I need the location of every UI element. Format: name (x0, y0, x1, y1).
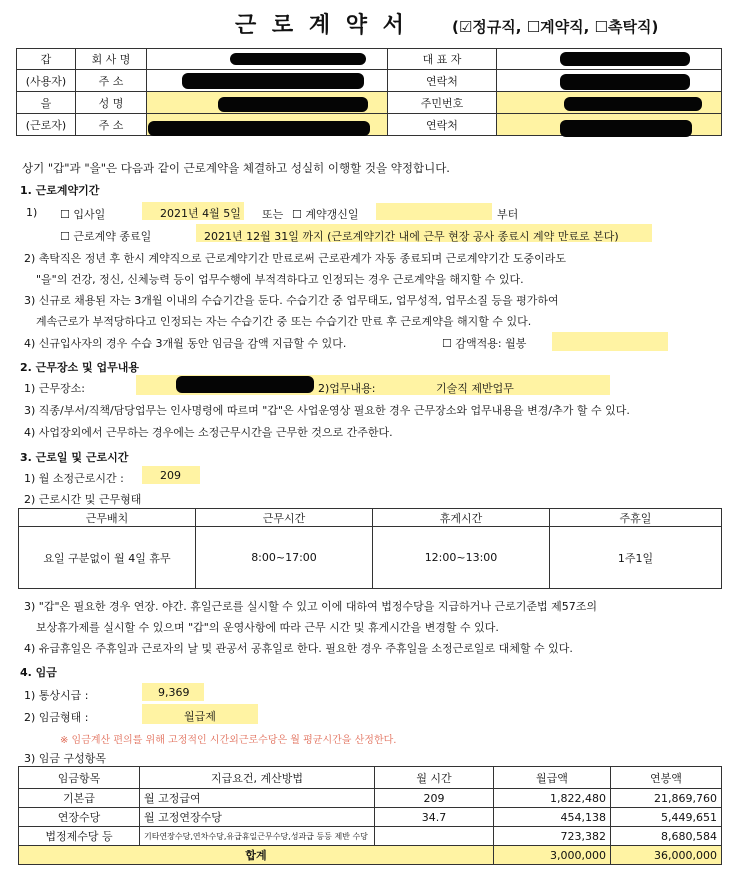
total-annual: 36,000,000 (611, 846, 722, 865)
redaction-company (230, 53, 366, 65)
wage-cell: 기타연장수당,연차수당,유급휴일근무수당,성과급 등등 제반 수당 (140, 827, 375, 846)
wage-cell: 454,138 (494, 808, 611, 827)
wage-cell: 5,449,651 (611, 808, 722, 827)
col-work-hours: 근무시간 (196, 509, 373, 527)
employment-type-options: (☑정규직, ☐계약직, ☐촉탁직) (452, 18, 659, 36)
wage-col-item: 임금항목 (19, 767, 140, 789)
work-schedule-table (18, 508, 722, 589)
cell-work-hours: 8:00~17:00 (196, 527, 373, 589)
col-weekly-holiday: 주휴일 (550, 509, 722, 527)
wage-cell: 21,869,760 (611, 789, 722, 808)
reduction-value (552, 332, 668, 351)
col-placement: 근무배치 (19, 509, 196, 527)
s2-line4: 4) 사업장외에서 근무하는 경우에는 소정근무시간을 근무한 것으로 간주한다. (24, 426, 393, 439)
renew-date-checkbox: ☐ 계약갱신일 (292, 208, 359, 221)
wage-row-basic (19, 789, 722, 808)
wage-col-monthly: 월급액 (494, 767, 611, 789)
redaction-work-place (176, 376, 314, 393)
wage-cell: 209 (375, 789, 494, 808)
company-contact-label: 연락처 (388, 70, 497, 92)
redaction-company-contact (560, 74, 690, 90)
wage-form-value: 월급제 (184, 710, 216, 723)
hourly-wage-value: 9,369 (158, 686, 190, 699)
wage-col-hours: 월 시간 (375, 767, 494, 789)
wage-items-label: 3) 임금 구성항목 (24, 752, 107, 765)
wage-table (18, 766, 722, 865)
s1-num1: 1) (26, 206, 38, 219)
start-date-value: 2021년 4월 5일 (160, 207, 241, 220)
gap-label: 갑 (17, 49, 76, 70)
s1-line2b: "을"의 건강, 정신, 신체능력 등이 업무수행에 부적격하다고 인정되는 경우 근로계약을 해지할 수 있다. (36, 273, 524, 286)
cell-weekly-holiday: 1주1일 (550, 527, 722, 589)
worker-address-label: 주 소 (76, 114, 147, 136)
renew-date-value (376, 203, 492, 220)
cell-break-time: 12:00~13:00 (373, 527, 550, 589)
wage-note: ※ 임금계산 편의를 위해 고정적인 시간외근로수당은 월 평균시간을 산정한다. (60, 735, 397, 746)
redaction-rrn (564, 97, 702, 111)
eul-label: 을 (17, 92, 76, 114)
s3-line3a: 3) "갑"은 필요한 경우 연장. 야간. 휴일근로를 실시할 수 있고 이에 대하여 법정수당을 지급하거나 근로기준법 제57조의 (24, 600, 598, 613)
end-date-value: 2021년 12월 31일 까지 (근로계약기간 내에 근무 현장 공사 종료시 계약 만료로 본다) (204, 230, 619, 243)
or-text: 또는 (262, 208, 284, 221)
wage-row-allowance (19, 827, 722, 846)
s1-line4: 4) 신규입사자의 경우 수습 3개월 동안 임금을 감액 지급할 수 있다. (24, 337, 347, 350)
section1-heading: 1. 근로계약기간 (20, 184, 100, 197)
wage-cell (375, 827, 494, 846)
section3-heading: 3. 근로일 및 근로시간 (20, 451, 129, 464)
from-text: 부터 (497, 208, 519, 221)
s1-line3a: 3) 신규로 채용된 자는 3개월 이내의 수습기간을 둔다. 수습기간 중 업무태도, 업무성적, 업무소질 등을 평가하여 (24, 294, 559, 307)
redaction-ceo (560, 52, 690, 66)
wage-cell: 법정제수당 등 (19, 827, 140, 846)
monthly-hours-label: 1) 월 소정근로시간 : (24, 472, 124, 485)
total-label: 합계 (19, 846, 494, 865)
section2-heading: 2. 근무장소 및 업무내용 (20, 361, 139, 374)
redaction-worker-contact (560, 120, 692, 137)
section4-heading: 4. 임금 (20, 666, 57, 679)
monthly-hours-value: 209 (160, 469, 181, 482)
wage-cell: 기본급 (19, 789, 140, 808)
start-date-checkbox: ☐ 입사일 (60, 208, 106, 221)
company-label: 회 사 명 (76, 49, 147, 70)
redaction-company-address (182, 73, 364, 89)
address-label: 주 소 (76, 70, 147, 92)
duty-label: 2)업무내용: (318, 382, 376, 395)
wage-form-label: 2) 임금형태 : (24, 711, 89, 724)
total-monthly: 3,000,000 (494, 846, 611, 865)
wage-cell: 월 고정급여 (140, 789, 375, 808)
cell-placement: 요일 구분없이 월 4일 휴무 (19, 527, 196, 589)
s3-line4: 4) 유급휴일은 주휴일과 근로자의 날 및 관공서 공휴일로 한다. 필요한 경우 주휴일을 소정근로일로 대체할 수 있다. (24, 642, 573, 655)
wage-row-total (19, 846, 722, 865)
document-title: 근 로 계 약 서 (235, 13, 408, 38)
s3-line3b: 보상휴가제를 실시할 수 있으며 "갑"의 운영사항에 따라 근무 시간 및 휴게시간을 변경할 수 있다. (36, 621, 499, 634)
gap-sub-label: (사용자) (17, 70, 76, 92)
wage-col-annual: 연봉액 (611, 767, 722, 789)
wage-cell: 34.7 (375, 808, 494, 827)
s1-line3b: 계속근로가 부적당하다고 인정되는 자는 수습기간 중 또는 수습기간 만료 후 근로계약을 해지할 수 있다. (36, 315, 532, 328)
name-label: 성 명 (76, 92, 147, 114)
rrn-label: 주민번호 (388, 92, 497, 114)
intro-text: 상기 "갑"과 "을"은 다음과 같이 근로계약을 체결하고 성실히 이행할 것을 약정합니다. (22, 161, 450, 175)
wage-row-overtime (19, 808, 722, 827)
duty-value: 기술직 제반업무 (436, 382, 514, 395)
wage-cell: 1,822,480 (494, 789, 611, 808)
wage-cell: 8,680,584 (611, 827, 722, 846)
ceo-label: 대 표 자 (388, 49, 497, 70)
wage-cell: 723,382 (494, 827, 611, 846)
reduction-checkbox: ☐ 감액적용: 월봉 (442, 337, 527, 350)
hourly-wage-label: 1) 통상시급 : (24, 689, 89, 702)
s1-line2a: 2) 촉탁직은 정년 후 한시 계약직으로 근로계약기간 만료로써 근로관계가 자동 종료되며 근로계약기간 도중이라도 (24, 252, 567, 265)
wage-cell: 월 고정연장수당 (140, 808, 375, 827)
redaction-worker-name (218, 97, 368, 112)
end-date-checkbox: ☐ 근로계약 종료일 (60, 230, 152, 243)
wage-col-method: 지급요건, 계산방법 (140, 767, 375, 789)
col-break-time: 휴게시간 (373, 509, 550, 527)
s2-line3: 3) 직종/부서/직책/담당업무는 인사명령에 따르며 "갑"은 사업운영상 필요한 경우 근무장소와 업무내용을 변경/추가 할 수 있다. (24, 404, 630, 417)
work-form-label: 2) 근로시간 및 근무형태 (24, 493, 142, 506)
eul-sub-label: (근로자) (17, 114, 76, 136)
work-place-label: 1) 근무장소: (24, 382, 85, 395)
worker-contact-label: 연락처 (388, 114, 497, 136)
wage-cell: 연장수당 (19, 808, 140, 827)
redaction-worker-address (148, 121, 370, 136)
